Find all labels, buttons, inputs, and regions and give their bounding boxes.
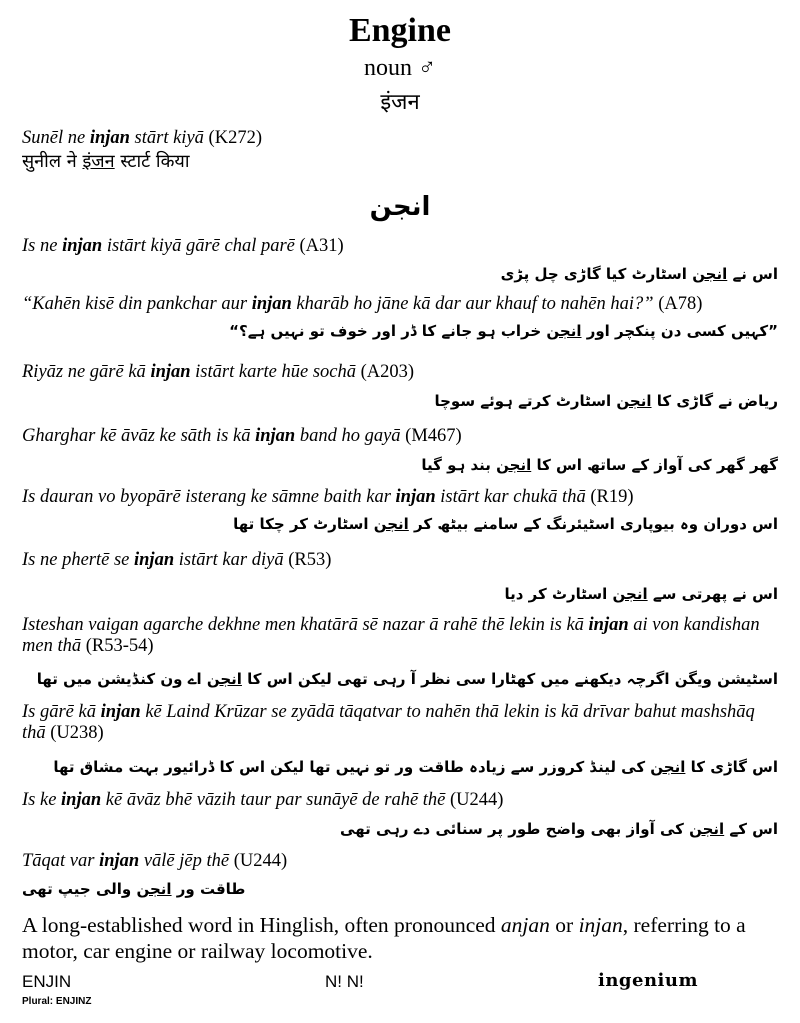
source-ref: (U244) bbox=[233, 851, 288, 871]
source-ref: (R53-54) bbox=[85, 636, 154, 656]
example-roman: Gharghar kē āvāz ke sāth is kā injan band ho gayā (M467) bbox=[22, 426, 462, 446]
example-roman: Is gārē kā injan kē Laind Krūzar se zyādā tāqatvar to nahēn thā lekin is kā drīvar bahut mashshāq thā (U238) bbox=[22, 702, 755, 743]
source-ref: (U238) bbox=[50, 723, 104, 743]
source-ref: (U244) bbox=[450, 790, 504, 810]
example-urdu: اس نے انجن اسٹارٹ کیا گاڑی چل پڑی bbox=[500, 265, 778, 283]
plural-form: Plural: ENJINZ bbox=[22, 996, 92, 1007]
example-urdu: ریاض نے گاڑی کا انجن اسٹارٹ کرتے ہوئے سوچا bbox=[434, 392, 778, 410]
usage-note: A long-established word in Hinglish, often pronounced anjan or injan, referring to a motor, car engine or railway locomotive. bbox=[22, 913, 746, 963]
example-roman: Tāqat var injan vālē jēp thē (U244) bbox=[22, 851, 288, 871]
intro-example-roman: Sunēl ne injan stārt kiyā (K272) bbox=[22, 128, 262, 148]
source-ref: (R53) bbox=[288, 550, 332, 570]
intro-example-devanagari: सुनील ने इंजन स्टार्ट किया bbox=[22, 151, 190, 172]
source-ref: (A78) bbox=[658, 294, 703, 314]
stress-marker: N! N! bbox=[325, 972, 364, 991]
source-ref: (A203) bbox=[360, 362, 415, 382]
example-urdu: اسٹیشن ویگن اگرچہ دیکھنے میں کھٹارا سی نظر آ رہی تھی لیکن اس کا انجن اے ون کنڈیشن میں تھا bbox=[36, 670, 778, 688]
example-roman: Is ne phertē se injan istārt kar diyā (R53) bbox=[22, 550, 332, 570]
example-urdu: اس کے انجن کی آواز بھی واضح طور پر سنائی دے رہی تھی bbox=[340, 820, 778, 838]
page-title: Engine bbox=[348, 12, 452, 49]
example-roman: Is dauran vo byopārē isterang ke sāmne baith kar injan istārt kar chukā thā (R19) bbox=[22, 487, 634, 507]
source-ref: (M467) bbox=[405, 426, 462, 446]
source-ref: (K272) bbox=[208, 128, 262, 148]
example-roman: Is ke injan kē āvāz bhē vāzih taur par sunāyē de rahē thē (U244) bbox=[22, 790, 504, 810]
example-roman: Isteshan vaigan agarche dekhne men khatārā sē nazar ā rahē thē lekin is kā injan ai von kandishan men thā (R53-54) bbox=[22, 615, 760, 656]
example-urdu: اس گاڑی کا انجن کی لینڈ کروزر سے زیادہ طاقت ور تو نہیں تھا لیکن اس کا ڈرائیور بہت مشاق تھا bbox=[53, 758, 778, 776]
source-ref: (R19) bbox=[590, 487, 634, 507]
etymology-latin: ingenium bbox=[598, 970, 699, 991]
source-ref: (A31) bbox=[299, 236, 344, 256]
example-roman: Is ne injan istārt kiyā gārē chal parē (A31) bbox=[22, 236, 344, 256]
example-urdu: ”کہیں کسی دن پنکچر اور انجن خراب ہو جانے کا ڈر اور خوف تو نہیں ہے؟“ bbox=[229, 322, 778, 340]
example-urdu: گھر گھر کی آواز کے ساتھ اس کا انجن بند ہو گیا bbox=[421, 456, 778, 474]
example-roman: “Kahēn kisē din pankchar aur injan kharāb ho jāne kā dar aur khauf to nahēn hai?” (A78) bbox=[22, 294, 703, 314]
example-urdu: طاقت ور انجن والی جیپ تھی bbox=[22, 880, 246, 898]
part-of-speech: noun ♂ bbox=[364, 55, 436, 81]
example-roman: Riyāz ne gārē kā injan istārt karte hūe sochā (A203) bbox=[22, 362, 415, 382]
example-urdu: اس دوران وہ بیوپاری اسٹیئرنگ کے سامنے بیٹھ کر انجن اسٹارٹ کر چکا تھا bbox=[233, 515, 778, 533]
example-urdu: اس نے پھرتی سے انجن اسٹارٹ کر دیا bbox=[504, 585, 778, 603]
phonetic-spelling: ENJIN bbox=[22, 972, 72, 991]
urdu-headword: انجن bbox=[369, 192, 431, 222]
hindi-headword: इंजन bbox=[380, 90, 420, 115]
